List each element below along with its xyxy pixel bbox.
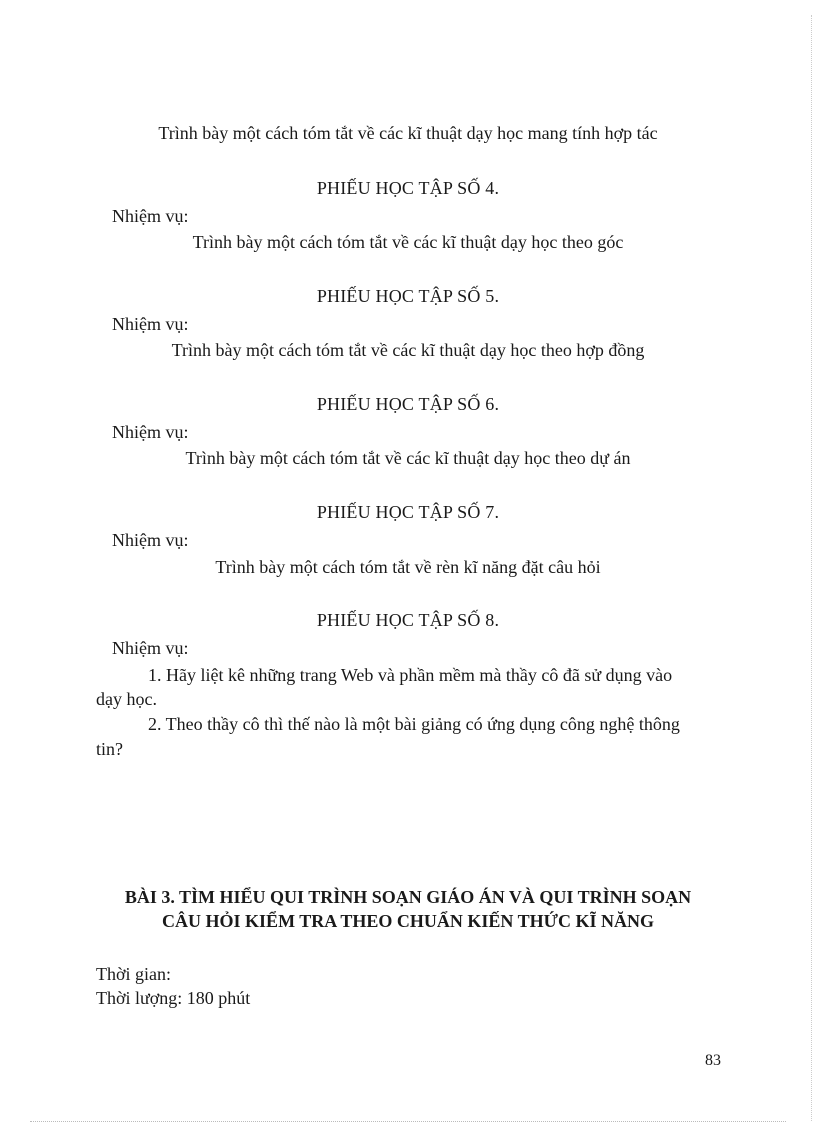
sheet-6-task: Trình bày một cách tóm tắt về các kĩ thuật dạy học theo dự án (185, 448, 631, 468)
sheet-7-task: Trình bày một cách tóm tắt về rèn kĩ năng đặt câu hỏi (215, 557, 601, 577)
sheet-5-task: Trình bày một cách tóm tắt về các kĩ thuật dạy học theo hợp đồng (171, 340, 645, 360)
lesson-title-line-1: BÀI 3. TÌM HIỂU QUI TRÌNH SOẠN GIÁO ÁN VÀ QUI TRÌNH SOẠN (124, 887, 692, 907)
page-bottom-border (30, 1121, 786, 1122)
sheet-8-item-1-line-2: dạy học. (96, 689, 157, 709)
sheet-4-task-label: Nhiệm vụ: (112, 206, 189, 226)
sheet-7-task-label: Nhiệm vụ: (112, 530, 189, 550)
sheet-8-title: PHIẾU HỌC TẬP SỐ 8. (316, 610, 500, 630)
lesson-duration: Thời lượng: 180 phút (96, 988, 251, 1008)
page-right-border (811, 15, 812, 1121)
sheet-8-task-label: Nhiệm vụ: (112, 638, 189, 658)
page-number: 83 (705, 1052, 721, 1069)
sheet-8-item-2-line-1: 2. Theo thầy cô thì thế nào là một bài giảng có ứng dụng công nghệ thông (148, 714, 680, 734)
lesson-title-line-2: CÂU HỎI KIỂM TRA THEO CHUẨN KIẾN THỨC KĨ NĂNG (162, 911, 654, 931)
sheet-4-title: PHIẾU HỌC TẬP SỐ 4. (316, 178, 500, 198)
sheet-6-title: PHIẾU HỌC TẬP SỐ 6. (316, 394, 500, 414)
sheet-5-title: PHIẾU HỌC TẬP SỐ 5. (316, 286, 500, 306)
sheet-8-item-2-line-2: tin? (96, 739, 123, 759)
sheet-4-task: Trình bày một cách tóm tắt về các kĩ thuật dạy học theo góc (192, 232, 624, 252)
sheet-7-title: PHIẾU HỌC TẬP SỐ 7. (316, 502, 500, 522)
sheet-8-item-1-line-1: 1. Hãy liệt kê những trang Web và phần mềm mà thầy cô đã sử dụng vào (148, 665, 673, 685)
intro-line: Trình bày một cách tóm tắt về các kĩ thuật dạy học mang tính hợp tác (158, 123, 658, 143)
sheet-6-task-label: Nhiệm vụ: (112, 422, 189, 442)
lesson-time-label: Thời gian: (96, 964, 172, 984)
sheet-5-task-label: Nhiệm vụ: (112, 314, 189, 334)
